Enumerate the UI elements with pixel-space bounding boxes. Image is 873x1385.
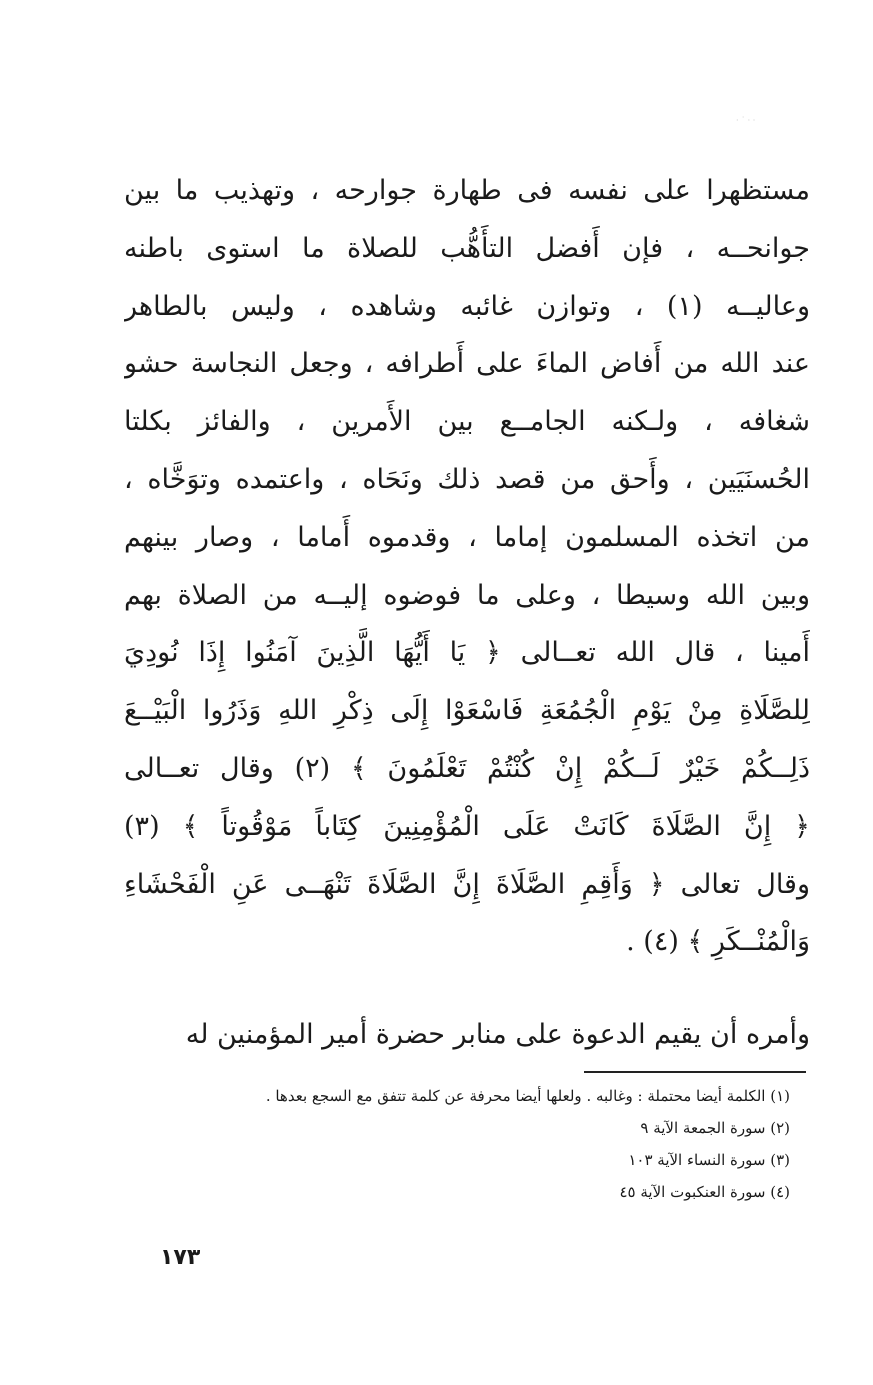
text-line: وَالْمُنْــكَرِ ﴾ (٤) . [626,926,810,958]
footnote-4: (٤) سورة العنكبوت الآية ٤٥ [619,1183,790,1201]
main-text-block [124,162,810,971]
text-line: ﴿ إِنَّ الصَّلَاةَ كَانَتْ عَلَى الْمُؤْمِنِينَ كِتَاباً مَوْقُوتاً ﴾ (٣) [124,810,810,842]
text-line: وقال تعالى ﴿ وَأَقِمِ الصَّلَاةَ إِنَّ الصَّلَاةَ تَنْهَــى عَنِ الْفَحْشَاءِ [124,868,810,900]
footnotes-block [160,1080,790,1208]
footnote-separator [584,1071,806,1073]
page-number: ١٧٣ [160,1245,201,1270]
text-line: شغافه ، ولـكنه الجامــع بين الأَمرين ، والفائز بكلتا [124,406,810,438]
text-line: الحُسنَيَين ، وأَحق من قصد ذلك ونَحَاه ، واعتمده وتوَخَّاه ، [124,463,810,495]
text-line: جوانحــه ، فإن أَفضل التأَهُّب للصلاة ما استوى باطنه [124,232,810,264]
text-line: أَمينا ، قال الله تعــالى ﴿ يَا أَيُّهَا الَّذِينَ آمَنُوا إِذَا نُودِيَ [124,637,810,669]
footnote-3: (٣) سورة النساء الآية ١٠٣ [628,1151,790,1169]
text-line: من اتخذه المسلمون إماما ، وقدموه أَماما ، وصار بينهم [124,521,810,553]
text-line: لِلصَّلَاةِ مِنْ يَوْمِ الْجُمُعَةِ فَاسْعَوْا إِلَى ذِكْرِ اللهِ وَذَرُوا الْبَيْــعَ [124,695,810,727]
paragraph-two-line: وأمره أن يقيم الدعوة على منابر حضرة أمير المؤمنين له [185,1019,810,1050]
text-line: عند الله من أَفاض الماءَ على أَطرافه ، وجعل النجاسة حشو [124,348,810,380]
text-line: مستظهرا على نفسه فى طهارة جوارحه ، وتهذيب ما بين [124,175,810,206]
text-line: وعاليــه (١) ، وتوازن غائبه وشاهده ، وليس بالطاهر [124,290,810,322]
footnote-1: (١) الكلمة أيضا محتملة : وغالبه . ولعلها أيضا محرفة عن كلمة تتفق مع السجع بعدها . [265,1087,790,1105]
footnote-2: (٢) سورة الجمعة الآية ٩ [640,1119,790,1137]
text-line: ذَلِــكُمْ خَيْرٌ لَــكُمْ إِنْ كُنْتُمْ تَعْلَمُونَ ﴾ (٢) وقال تعــالى [124,752,810,784]
paper-speck: · ˙ · · [736,116,756,125]
text-line: وبين الله وسيطا ، وعلى ما فوضوه إليــه من الصلاة بهم [124,579,810,611]
